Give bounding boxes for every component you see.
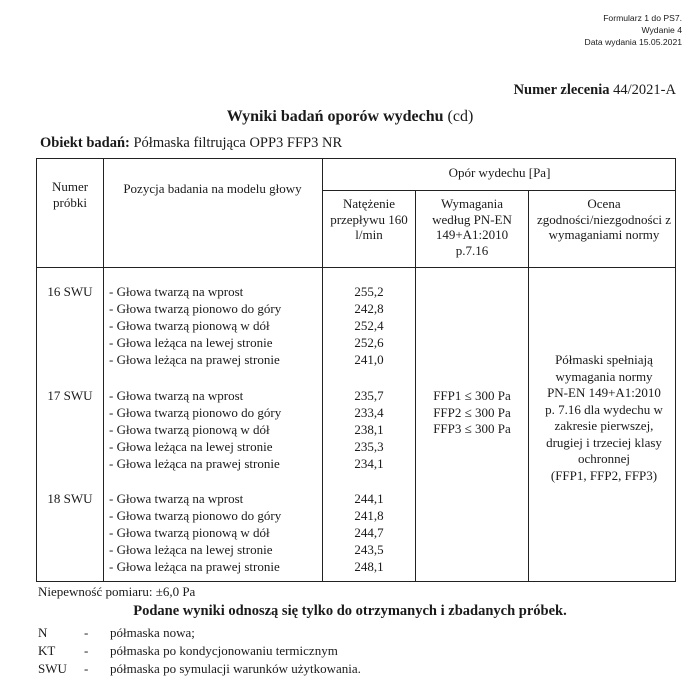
position-label: - Głowa leżąca na lewej stronie [109,542,273,558]
form-id: Formularz 1 do PS7. [603,13,682,23]
header-group: Opór wydechu [Pa] [448,165,551,180]
flow-value: 233,4 [354,404,384,420]
position-label: - Głowa twarzą pionową w dół [109,318,270,334]
legend-abbr: SWU [38,661,67,676]
header-assessment: Ocena zgodności/niezgodności z wymaganiami normy [537,196,671,242]
legend-dash: - [84,625,89,640]
position-label: - Głowa leżąca na prawej stronie [109,559,280,575]
sample-id: 16 SWU [47,284,93,299]
table-divider [103,159,104,581]
table-divider [37,267,675,268]
assessment-line: zakresie pierwszej, [554,418,654,433]
object-value: Półmaska filtrująca OPP3 FFP3 NR [133,135,343,151]
position-label: - Głowa leżąca na prawej stronie [109,352,280,368]
page-title [0,108,700,126]
legend-dash: - [84,661,89,676]
assessment-line: wymagania normy [555,368,653,384]
assessment-line: Półmaski spełniają [555,352,653,367]
requirement-item: FFP2 ≤ 300 Pa [433,404,511,420]
header-sample: Numer próbki [51,179,89,210]
table-divider [322,190,675,191]
legend-item [38,643,338,659]
order-value: 44/2021-A [613,82,676,98]
position-label: - Głowa twarzą pionową w dół [109,525,270,541]
results-table [36,158,676,582]
position-label: - Głowa twarzą pionową w dół [109,421,270,437]
position-label: - Głowa twarzą pionowo do góry [109,301,282,317]
flow-value: 244,7 [354,525,384,541]
test-object [40,135,342,152]
form-header [585,12,682,48]
requirement-item: FFP1 ≤ 300 Pa [433,388,511,403]
assessment-line: drugiej i trzeciej klasy [546,434,662,450]
title-suffix: (cd) [447,108,474,125]
legend-abbr: N [38,625,48,640]
requirements-list [417,388,527,438]
assessment-line: (FFP1, FFP2, FFP3) [550,467,658,483]
position-label: - Głowa twarzą na wprost [109,284,244,299]
header-flow: Natężenie przepływu 160 l/min [330,196,408,242]
position-label: - Głowa leżąca na lewej stronie [109,438,273,454]
flow-value: 238,1 [354,421,384,437]
flow-value: 248,1 [354,559,384,575]
position-label: - Głowa twarzą pionowo do góry [109,508,282,524]
table-divider [322,159,323,581]
flow-value: 252,4 [354,318,384,334]
title-main: Wyniki badań oporów wydechu [226,108,444,125]
legend-desc: półmaska nowa; [110,625,195,640]
assessment-text [531,352,677,484]
header-position: Pozycja badania na modelu głowy [123,181,302,196]
legend-desc: półmaska po symulacji warunków użytkowania. [110,661,361,676]
legend-abbr: KT [38,643,56,658]
position-label: - Głowa twarzą na wprost [109,387,244,403]
sample-id: 17 SWU [47,387,93,403]
form-date: Data wydania 15.05.2021 [584,37,682,47]
flow-value: 252,6 [354,335,384,351]
flow-value: 242,8 [354,301,384,317]
position-label: - Głowa leżąca na prawej stronie [109,455,280,471]
legend-item [38,625,195,641]
flow-value: 234,1 [354,455,384,471]
measurement-uncertainty: Niepewność pomiaru: ±6,0 Pa [38,584,196,599]
legend-desc: półmaska po kondycjonowaniu termicznym [110,643,338,658]
sample-id: 18 SWU [47,491,93,506]
position-label: - Głowa twarzą pionowo do góry [109,404,282,420]
assessment-line: PN-EN 149+A1:2010 [547,385,661,400]
position-label: - Głowa leżąca na lewej stronie [109,335,273,351]
flow-value: 255,2 [354,284,384,299]
flow-value: 243,5 [354,542,384,558]
legend-dash: - [84,643,89,658]
flow-value: 241,8 [354,508,384,524]
flow-value: 241,0 [354,352,384,368]
table-divider [415,190,416,581]
flow-value: 235,7 [354,387,384,403]
assessment-line: ochronnej [578,451,630,466]
flow-value: 244,1 [354,491,384,506]
order-label: Numer zlecenia [513,82,610,98]
table-divider [528,190,529,581]
position-label: - Głowa twarzą na wprost [109,491,244,506]
assessment-line: p. 7.16 dla wydechu w [545,401,663,417]
flow-value: 235,3 [354,438,384,454]
legend-item [38,661,361,677]
results-disclaimer: Podane wyniki odnoszą się tylko do otrzymanych i zbadanych próbek. [133,603,567,619]
requirement-item: FFP3 ≤ 300 Pa [433,421,511,436]
form-edition: Wydanie 4 [641,25,682,35]
header-requirements: Wymagania według PN-EN 149+A1:2010 p.7.16 [432,196,512,258]
order-number [514,82,676,99]
object-label: Obiekt badań: [40,135,130,151]
